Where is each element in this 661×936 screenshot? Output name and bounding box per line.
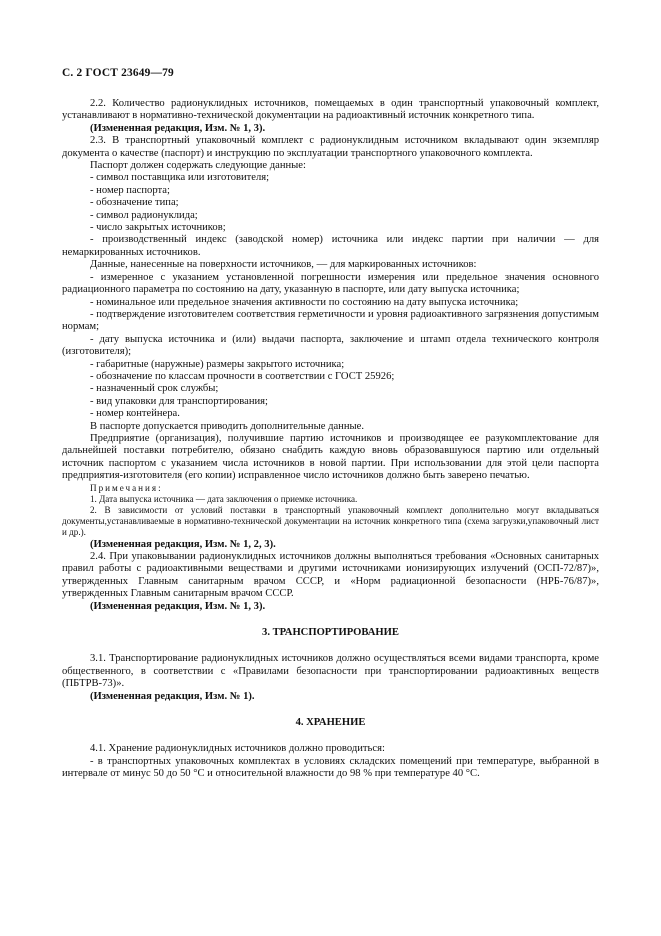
list-item: - число закрытых источников; <box>90 222 226 234</box>
note-item: 2. В зависимости от условий поставки в транспортный упаковочный комплект дополнительно могут вкладываться документы,устанавливаемые в нормативно-технической документации на источник конкретного типа (схема загрузки,упаковочный лист и др.). <box>62 505 599 538</box>
list-item: - габаритные (наружные) размеры закрытого источника; <box>90 358 345 370</box>
passport-intro: Паспорт должен содержать следующие данные: <box>90 160 306 172</box>
list-item: - дату выпуска источника и (или) выдачи паспорта, заключение и штамп отдела технического контроля (изготовителя); <box>62 333 599 358</box>
note-item: 1. Дата выпуска источника — дата заключения о приемке источника. <box>90 493 358 504</box>
list-item: - символ поставщика или изготовителя; <box>90 172 270 184</box>
list-item: - символ радионуклида; <box>90 209 198 221</box>
list-item: - вид упаковки для транспортирования; <box>90 395 268 407</box>
storage-conditions: - в транспортных упаковочных комплектах в условиях складских помещений при температуре, выбранной в интервале от минус 50 до 50 °С и относительной влажности до 98 % при температуре 40 °С. <box>62 755 599 780</box>
page-header: С. 2 ГОСТ 23649—79 <box>62 67 174 79</box>
revision-note: (Измененная редакция, Изм. № 1). <box>90 690 255 702</box>
list-item: - измеренное с указанием установленной погрешности измерения или предельное значения основного радиационного параметра по состоянию на дату, указанную в паспорте, или дату выпуска источника; <box>62 271 599 296</box>
revision-note: (Измененная редакция, Изм. № 1, 3). <box>90 122 266 134</box>
document-body <box>62 98 599 781</box>
paragraph-3-1: 3.1. Транспортирование радионуклидных источников должно осуществляться всеми видами транспорта, кроме общественного, в соответствии с «Правилами безопасности при транспортировании радиоактивных веществ (ПБТРВ-73)». <box>62 653 599 690</box>
paragraph-2-3: 2.3. В транспортный упаковочный комплект с радионуклидным источником вкладывают один экземпляр документа о качестве (паспорт) и инструкцию по эксплуатации транспортного упаковочного комплекта. <box>62 135 599 159</box>
list-item: - номер контейнера. <box>90 408 180 420</box>
paragraph-2-4: 2.4. При упаковывании радионуклидных источников должны выполняться требования «Основных санитарных правил работы с радиоактивными веществами и другими источниками ионизирующих излучений (ОСП-72/87)», утвержденных Главным санитарным врачом СССР, и «Норм радиационной безопасности (НРБ-76/87)», утвержденных Главным санитарным врачом СССР. <box>62 551 599 600</box>
paragraph-2-2: 2.2. Количество радионуклидных источников, помещаемых в один транспортный упаковочный комплект, устанавливают в нормативно-технической документации на радиоактивный источник конкретного типа. <box>62 98 599 122</box>
notes-block <box>62 483 599 539</box>
section-3-title: 3. ТРАНСПОРТИРОВАНИЕ <box>262 627 399 639</box>
revision-note: (Измененная редакция, Изм. № 1, 3). <box>90 600 266 612</box>
section-4-title: 4. ХРАНЕНИЕ <box>295 717 366 729</box>
paragraph-4-1: 4.1. Хранение радионуклидных источников должно проводиться: <box>90 743 385 755</box>
list-item: - назначенный срок службы; <box>90 383 219 395</box>
list-item: - подтверждение изготовителем соответствия герметичности и уровня радиоактивного загрязнения допустимым нормам; <box>62 308 599 333</box>
list-item: - номинальное или предельное значения активности по состоянию на дату выпуска источника; <box>90 296 519 308</box>
list-item: - обозначение по классам прочности в соответствии с ГОСТ 25926; <box>90 370 395 382</box>
list-item: - обозначение типа; <box>90 197 179 209</box>
enterprise-paragraph: Предприятие (организация), получившие партию источников и производящее ее разукомплектование для дальнейшей поставки потребителю, обязано снабдить каждую вновь образовавшуюся партию или отдельный источник паспортом с указанием числа источников в новой партии. При использовании для этой цели паспорта предприятия-изготовителя (его копии) исправленное число источников должно быть заверено печатью. <box>62 432 599 482</box>
notes-title: Примечания: <box>90 482 163 493</box>
list-item: - производственный индекс (заводской номер) источника или индекс партии при наличии — для немаркированных источников. <box>62 234 599 258</box>
revision-note: (Измененная редакция, Изм. № 1, 2, 3). <box>90 538 276 550</box>
surface-intro: Данные, нанесенные на поверхности источников, — для маркированных источников: <box>90 259 477 271</box>
list-item: - номер паспорта; <box>90 184 170 196</box>
additional-data-paragraph: В паспорте допускается приводить дополнительные данные. <box>90 420 364 432</box>
